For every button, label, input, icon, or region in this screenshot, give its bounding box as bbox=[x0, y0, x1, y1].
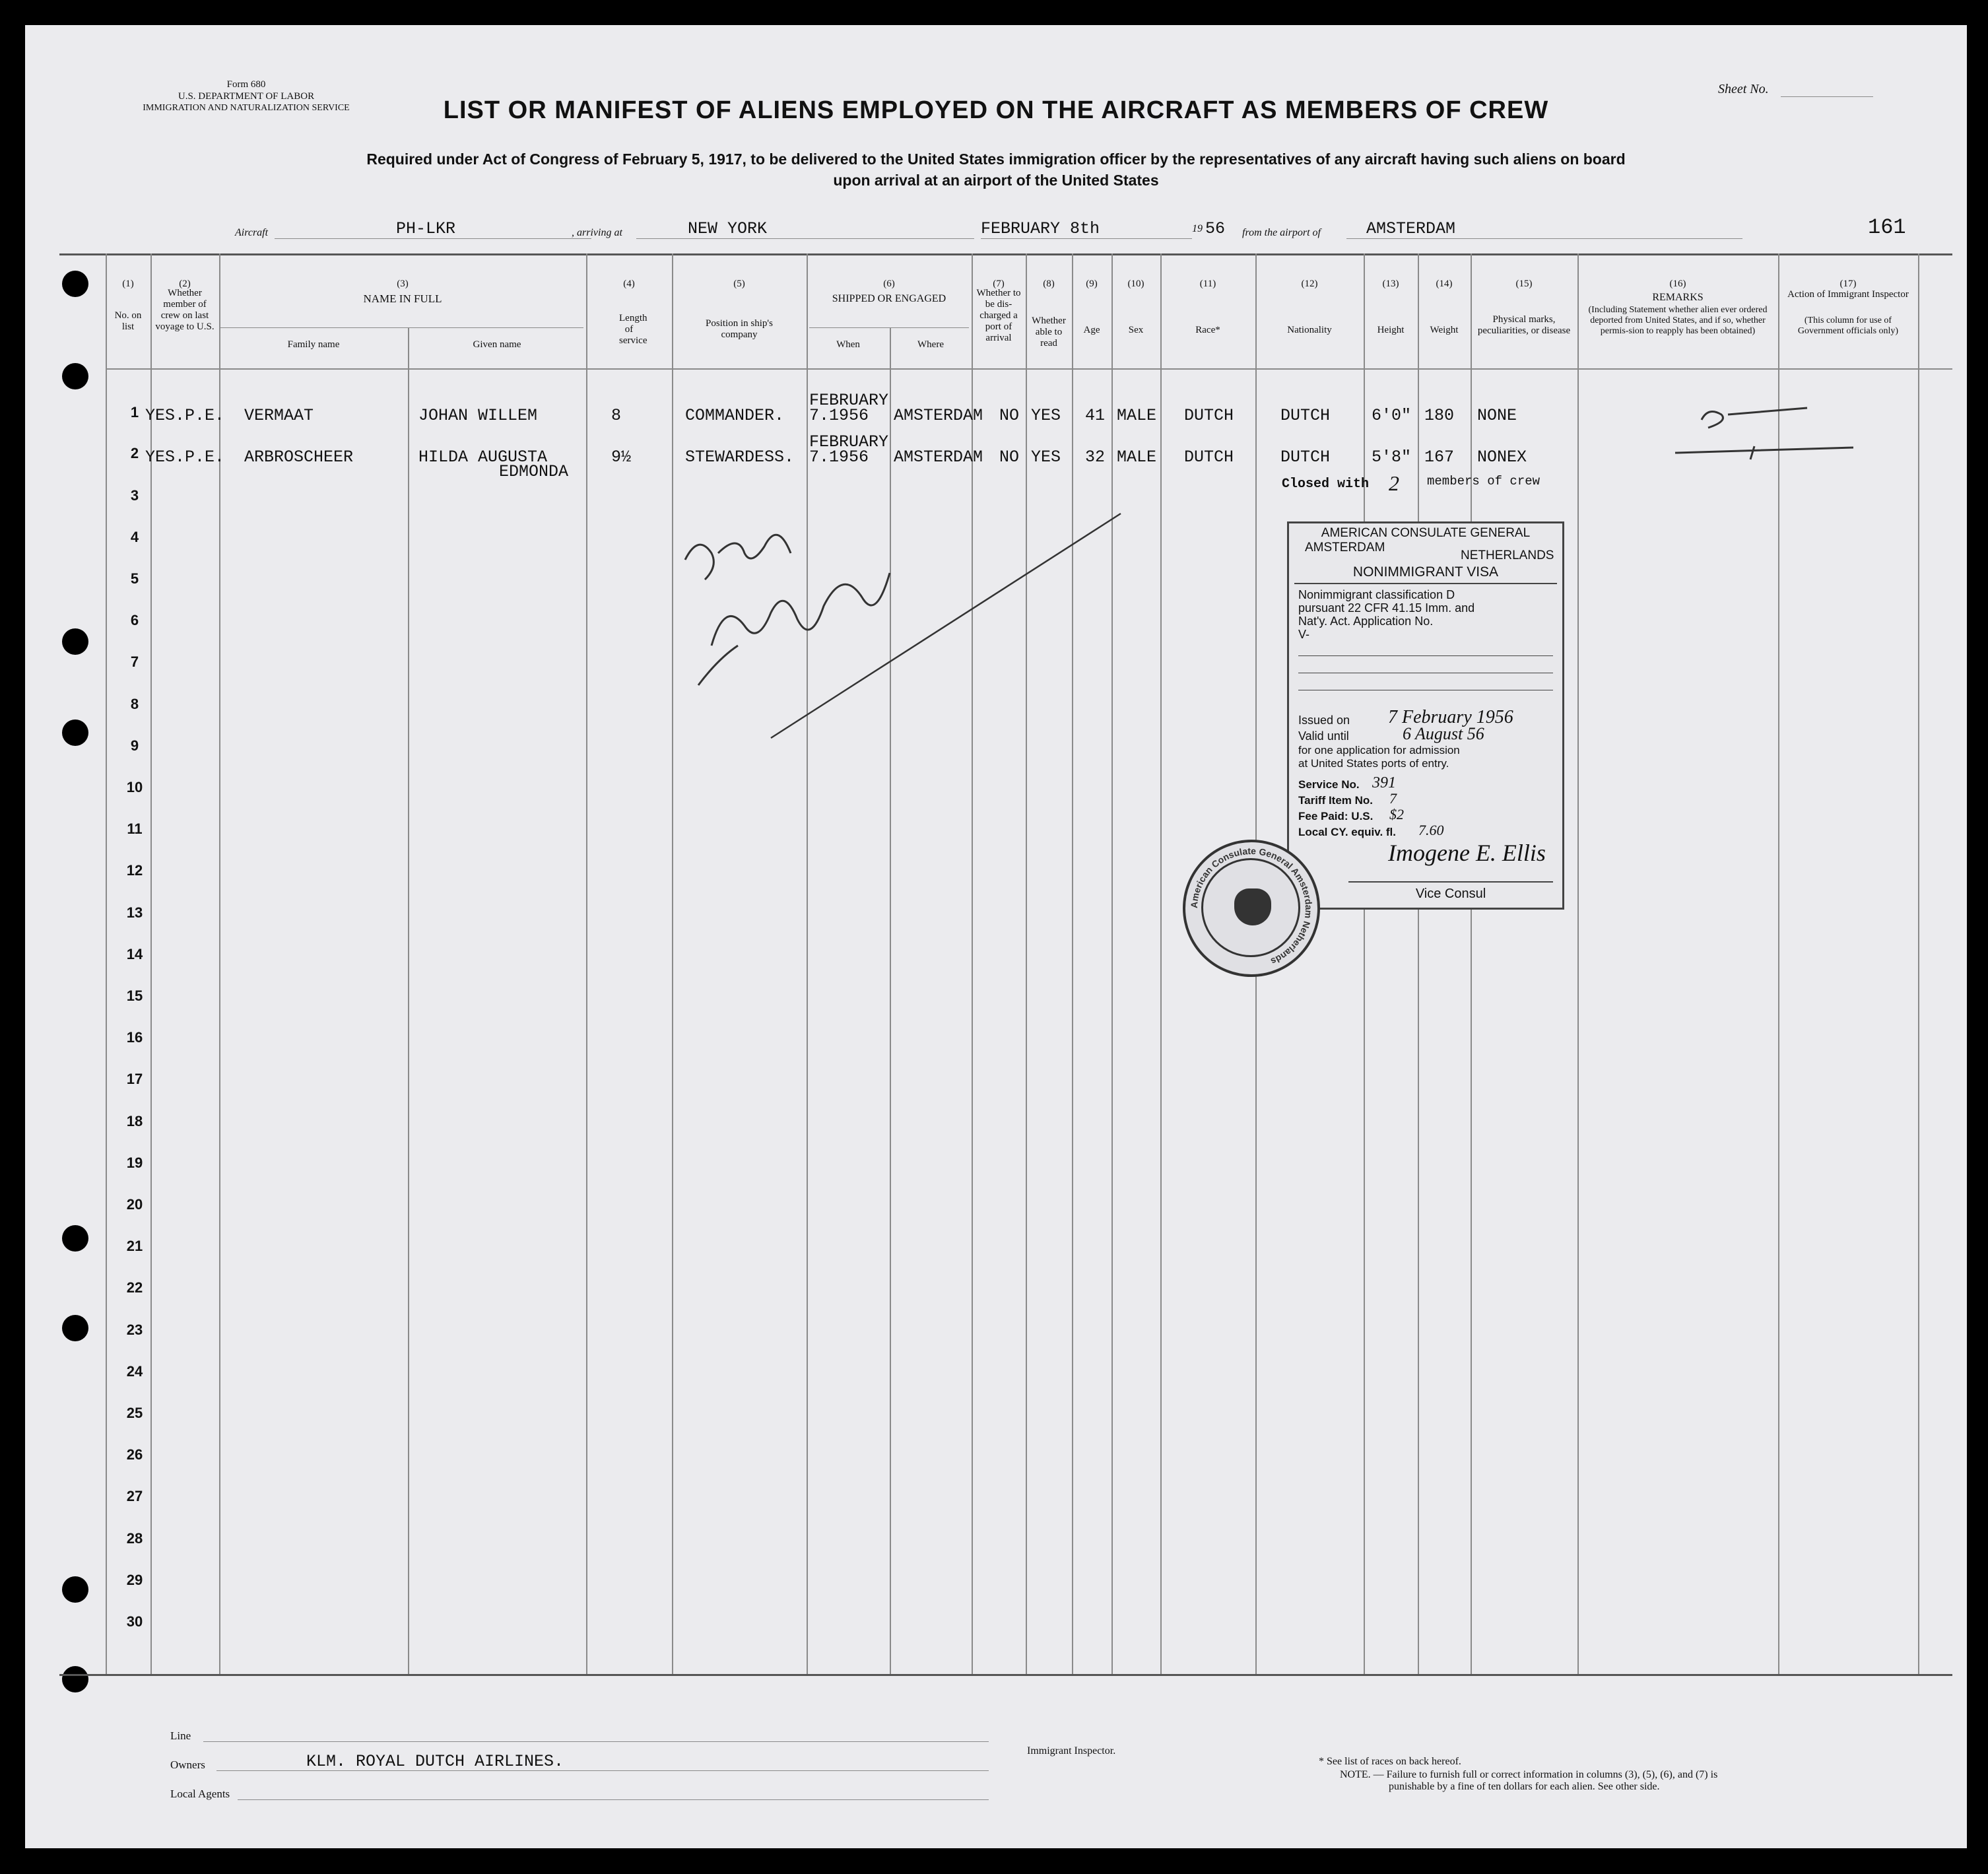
col9-header: Age bbox=[1083, 325, 1100, 335]
manifest-sheet bbox=[25, 25, 1967, 1848]
col4-header: Length of service bbox=[619, 313, 647, 346]
fill-line bbox=[636, 238, 974, 239]
punch-hole bbox=[62, 363, 88, 389]
col10-header: Sex bbox=[1128, 325, 1144, 335]
owners-label: Owners bbox=[170, 1758, 205, 1771]
footnote-note: NOTE. — Failure to furnish full or correct information in columns (3), (5), (6), and (7) is bbox=[1340, 1769, 1718, 1780]
col16-header: REMARKS bbox=[1652, 292, 1704, 303]
sex-cell: MALE bbox=[1117, 448, 1157, 467]
row-number: 21 bbox=[126, 1238, 143, 1254]
stamp-rule bbox=[1298, 655, 1553, 656]
row-number: 7 bbox=[130, 653, 139, 670]
discharged-cell: NO bbox=[999, 406, 1020, 425]
service-name: IMMIGRATION AND NATURALIZATION SERVICE bbox=[143, 103, 350, 113]
row-number: 9 bbox=[130, 737, 139, 754]
col16-number: (16) bbox=[1669, 279, 1686, 289]
col17-number: (17) bbox=[1839, 279, 1857, 289]
stamp-local-value: 7.60 bbox=[1418, 822, 1444, 838]
row-number: 23 bbox=[126, 1322, 143, 1338]
column-rule bbox=[1918, 253, 1919, 1674]
given-name-line2: EDMONDA bbox=[499, 462, 569, 481]
arrival-date: FEBRUARY 8th bbox=[981, 219, 1100, 238]
row-number: 4 bbox=[130, 529, 139, 545]
shipped-where-cell: AMSTERDAM bbox=[894, 448, 983, 467]
weight-cell: 180 bbox=[1424, 406, 1455, 425]
row-number: 6 bbox=[130, 612, 139, 628]
punch-hole bbox=[62, 271, 88, 297]
column-rule bbox=[1577, 253, 1579, 1674]
stamp-service-label: Service No. bbox=[1298, 778, 1360, 791]
col2-header: Whether member of crew on last voyage to U.S. bbox=[155, 288, 215, 332]
stamp-issued-date: 7 February 1956 bbox=[1388, 707, 1513, 727]
row-number: 22 bbox=[126, 1279, 143, 1296]
stamp-valid-line2: for one application for admission bbox=[1298, 744, 1460, 756]
col3-given-header: Given name bbox=[473, 339, 521, 350]
from-airport: AMSTERDAM bbox=[1366, 219, 1456, 238]
nationality-cell: DUTCH bbox=[1280, 448, 1331, 467]
stamp-pursuant: pursuant 22 CFR 41.15 Imm. and bbox=[1298, 601, 1475, 615]
position-cell: STEWARDESS. bbox=[685, 448, 795, 467]
row-number: 8 bbox=[130, 696, 139, 712]
line-label: Line bbox=[170, 1729, 191, 1742]
age-cell: 32 bbox=[1085, 448, 1106, 467]
shipped-subhead-rule bbox=[809, 327, 969, 328]
col17-subheader: (This column for use of Government officials only) bbox=[1797, 316, 1899, 336]
inspector-initials-mark bbox=[1655, 393, 1853, 473]
physical-marks-cell: NONE bbox=[1477, 406, 1517, 425]
col13-number: (13) bbox=[1382, 279, 1399, 289]
last-voyage-cell: YES.P.E. bbox=[145, 448, 225, 467]
stamp-valid-line3: at United States ports of entry. bbox=[1298, 757, 1449, 770]
stamp-tariff-label: Tariff Item No. bbox=[1298, 794, 1374, 807]
closed-suffix: members of crew bbox=[1427, 474, 1541, 488]
shipped-when-line2: 7.1956 bbox=[809, 406, 869, 425]
stamp-issued-label: Issued on bbox=[1298, 714, 1350, 727]
col12-number: (12) bbox=[1301, 279, 1318, 289]
row-number: 15 bbox=[126, 987, 143, 1004]
punch-hole bbox=[62, 1225, 88, 1252]
sheet-number-label: Sheet No. bbox=[1718, 82, 1769, 96]
col2-number: (2) bbox=[179, 279, 191, 289]
fill-line bbox=[275, 238, 591, 239]
visa-stamp bbox=[1287, 521, 1564, 910]
row-number: 29 bbox=[126, 1572, 143, 1588]
footer-fill-line bbox=[238, 1799, 989, 1800]
last-voyage-cell: YES.P.E. bbox=[145, 406, 225, 425]
subtitle-line2: upon arrival at an airport of the United States bbox=[833, 172, 1159, 189]
col3-header: NAME IN FULL bbox=[363, 292, 442, 305]
page-title: LIST OR MANIFEST OF ALIENS EMPLOYED ON THE AIRCRAFT AS MEMBERS OF CREW bbox=[443, 96, 1549, 124]
column-rule bbox=[1160, 253, 1162, 1674]
col1-number: (1) bbox=[122, 279, 134, 289]
col15-number: (15) bbox=[1515, 279, 1533, 289]
col12-header: Nationality bbox=[1287, 325, 1332, 335]
col11-header: Race* bbox=[1195, 325, 1220, 335]
immigrant-inspector-label: Immigrant Inspector. bbox=[1027, 1745, 1116, 1757]
department: U.S. DEPARTMENT OF LABOR bbox=[178, 91, 315, 102]
race-cell: DUTCH bbox=[1184, 448, 1234, 467]
column-rule bbox=[1072, 253, 1073, 1674]
stamp-valid-label: Valid until bbox=[1298, 729, 1349, 743]
row-number: 24 bbox=[126, 1363, 143, 1380]
sex-cell: MALE bbox=[1117, 406, 1157, 425]
col3-family-header: Family name bbox=[287, 339, 340, 350]
stamp-v: V- bbox=[1298, 628, 1310, 641]
stamp-service-value: 391 bbox=[1372, 774, 1396, 791]
stamp-local-label: Local CY. equiv. fl. bbox=[1298, 826, 1396, 838]
col5-header: Position in ship's company bbox=[706, 318, 773, 340]
discharged-cell: NO bbox=[999, 448, 1020, 467]
height-cell: 5'8" bbox=[1372, 448, 1412, 467]
row-number: 18 bbox=[126, 1113, 143, 1129]
col13-header: Height bbox=[1377, 325, 1405, 335]
height-cell: 6'0" bbox=[1372, 406, 1412, 425]
column-rule bbox=[1026, 253, 1027, 1674]
punch-hole bbox=[62, 719, 88, 746]
weight-cell: 167 bbox=[1424, 448, 1455, 467]
col11-number: (11) bbox=[1199, 279, 1216, 289]
col7-header: Whether to be dis-charged a port of arrival bbox=[976, 288, 1021, 343]
column-rule bbox=[1418, 253, 1419, 1674]
fill-line bbox=[1346, 238, 1742, 239]
stamp-vice-consul: Vice Consul bbox=[1415, 887, 1486, 901]
arriving-value: NEW YORK bbox=[688, 219, 768, 238]
family-name-cell: ARBROSCHEER bbox=[244, 448, 354, 467]
footnote-note-cont: punishable by a fine of ten dollars for each alien. See other side. bbox=[1389, 1781, 1660, 1792]
service-length-cell: 8 bbox=[611, 406, 622, 425]
col16-subheader: (Including Statement whether alien ever ordered deported from United States, and if so, whether permis-sion to reapply has been obtained) bbox=[1588, 305, 1768, 336]
table-bottom-rule bbox=[59, 1674, 1952, 1676]
col10-number: (10) bbox=[1127, 279, 1144, 289]
col14-number: (14) bbox=[1436, 279, 1453, 289]
column-rule bbox=[1471, 253, 1472, 1674]
row-number: 3 bbox=[130, 487, 139, 504]
col14-header: Weight bbox=[1430, 325, 1459, 335]
arrival-year: 56 bbox=[1205, 219, 1226, 238]
form-number: Form 680 bbox=[226, 79, 266, 90]
shipped-when-line2: 7.1956 bbox=[809, 448, 869, 467]
footer-fill-line bbox=[203, 1741, 989, 1742]
fill-line bbox=[981, 238, 1192, 239]
col6-when-header: When bbox=[836, 339, 860, 350]
col8-number: (8) bbox=[1043, 279, 1055, 289]
punch-hole bbox=[62, 628, 88, 655]
col3-number: (3) bbox=[397, 279, 409, 289]
service-length-cell: 9½ bbox=[611, 448, 632, 467]
stamp-tariff-value: 7 bbox=[1389, 790, 1397, 807]
column-rule bbox=[1364, 253, 1365, 1674]
subtitle-line1: Required under Act of Congress of February 5, 1917, to be delivered to the United States immigration officer by the representatives of any aircraft having such aliens on board bbox=[366, 151, 1626, 168]
row-number: 27 bbox=[126, 1488, 143, 1504]
table-top-rule bbox=[59, 253, 1952, 255]
column-rule bbox=[1111, 253, 1113, 1674]
column-rule bbox=[807, 253, 808, 1674]
inspector-signature-mark bbox=[659, 487, 1134, 751]
col4-number: (4) bbox=[623, 279, 635, 289]
consular-seal bbox=[1183, 840, 1320, 977]
arriving-label: , arriving at bbox=[572, 227, 622, 238]
row-number: 10 bbox=[126, 779, 143, 795]
row-number: 11 bbox=[127, 820, 143, 837]
age-cell: 41 bbox=[1085, 406, 1106, 425]
header-bottom-rule bbox=[106, 368, 1952, 370]
aircraft-label: Aircraft bbox=[235, 227, 269, 238]
stamp-classification: Nonimmigrant classification D bbox=[1298, 588, 1455, 601]
stamp-country: NETHERLANDS bbox=[1461, 549, 1554, 562]
from-label: from the airport of bbox=[1242, 227, 1321, 238]
col7-number: (7) bbox=[993, 279, 1005, 289]
aircraft-value: PH-LKR bbox=[396, 219, 456, 238]
col5-number: (5) bbox=[733, 279, 745, 289]
page-number: 161 bbox=[1868, 215, 1906, 240]
row-number: 26 bbox=[126, 1446, 143, 1463]
owners-value: KLM. ROYAL DUTCH AIRLINES. bbox=[306, 1752, 564, 1771]
closed-with-label: Closed with bbox=[1282, 477, 1370, 492]
year-prefix: 19 bbox=[1192, 223, 1203, 234]
col6-where-header: Where bbox=[917, 339, 944, 350]
stamp-consulate: AMERICAN CONSULATE GENERAL bbox=[1321, 526, 1531, 540]
race-cell: DUTCH bbox=[1184, 406, 1234, 425]
punch-hole bbox=[62, 1576, 88, 1603]
given-name-cell: HILDA AUGUSTA bbox=[418, 448, 548, 467]
able-to-read-cell: YES bbox=[1031, 406, 1061, 425]
row-number: 2 bbox=[130, 445, 139, 461]
stamp-fee-label: Fee Paid: U.S. bbox=[1298, 810, 1374, 822]
row-number: 20 bbox=[126, 1196, 143, 1213]
row-number: 17 bbox=[126, 1071, 143, 1087]
shipped-where-cell: AMSTERDAM bbox=[894, 406, 983, 425]
row-number: 5 bbox=[130, 570, 139, 587]
row-number: 13 bbox=[126, 904, 143, 921]
stamp-signature: Imogene E. Ellis bbox=[1388, 840, 1546, 866]
column-rule bbox=[672, 253, 673, 1674]
col1-header: No. on list bbox=[114, 310, 142, 332]
stamp-application: Nat'y. Act. Application No. bbox=[1298, 615, 1434, 628]
nationality-cell: DUTCH bbox=[1280, 406, 1331, 425]
stamp-visa-type: NONIMMIGRANT VISA bbox=[1352, 564, 1499, 580]
row-number: 19 bbox=[126, 1155, 143, 1171]
row-number: 28 bbox=[126, 1530, 143, 1547]
given-name-cell: JOHAN WILLEM bbox=[418, 406, 538, 425]
row-number: 14 bbox=[126, 946, 143, 962]
stamp-fee-value: $2 bbox=[1389, 806, 1404, 822]
row-number: 30 bbox=[126, 1613, 143, 1630]
column-rule bbox=[408, 327, 409, 1674]
name-subhead-rule bbox=[220, 327, 583, 328]
col6-header: SHIPPED OR ENGAGED bbox=[832, 293, 946, 304]
closed-count: 2 bbox=[1389, 471, 1399, 495]
col9-number: (9) bbox=[1086, 279, 1098, 289]
stamp-rule bbox=[1348, 881, 1553, 883]
local-agents-label: Local Agents bbox=[170, 1788, 230, 1800]
col15-header: Physical marks, peculiarities, or disease bbox=[1477, 314, 1571, 336]
seal-text-ring bbox=[1185, 842, 1317, 974]
column-rule bbox=[106, 253, 107, 1674]
stamp-valid-date: 6 August 56 bbox=[1403, 724, 1484, 743]
row-number: 16 bbox=[126, 1029, 143, 1046]
punch-hole bbox=[62, 1315, 88, 1341]
column-rule bbox=[586, 253, 587, 1674]
seal-text: American Consulate General Amsterdam Netherlands bbox=[1188, 845, 1315, 968]
physical-marks-cell: NONEX bbox=[1477, 448, 1527, 467]
row-number: 12 bbox=[126, 862, 143, 879]
col8-header: Whether able to read bbox=[1032, 316, 1066, 349]
position-cell: COMMANDER. bbox=[685, 406, 785, 425]
family-name-cell: VERMAAT bbox=[244, 406, 314, 425]
col6-number: (6) bbox=[883, 279, 895, 289]
footnote-races: * See list of races on back hereof. bbox=[1319, 1756, 1461, 1767]
col17-header: Action of Immigrant Inspector bbox=[1787, 289, 1909, 300]
row-number: 1 bbox=[130, 404, 139, 420]
shipped-when-line1: FEBRUARY bbox=[809, 391, 889, 410]
able-to-read-cell: YES bbox=[1031, 448, 1061, 467]
row-number: 25 bbox=[126, 1405, 143, 1421]
svg-text:American Consulate General Ams bbox=[1189, 846, 1314, 967]
punch-hole bbox=[62, 1666, 88, 1692]
stamp-city: AMSTERDAM bbox=[1305, 541, 1385, 554]
stamp-rule bbox=[1294, 583, 1557, 584]
shipped-when-line1: FEBRUARY bbox=[809, 432, 889, 452]
